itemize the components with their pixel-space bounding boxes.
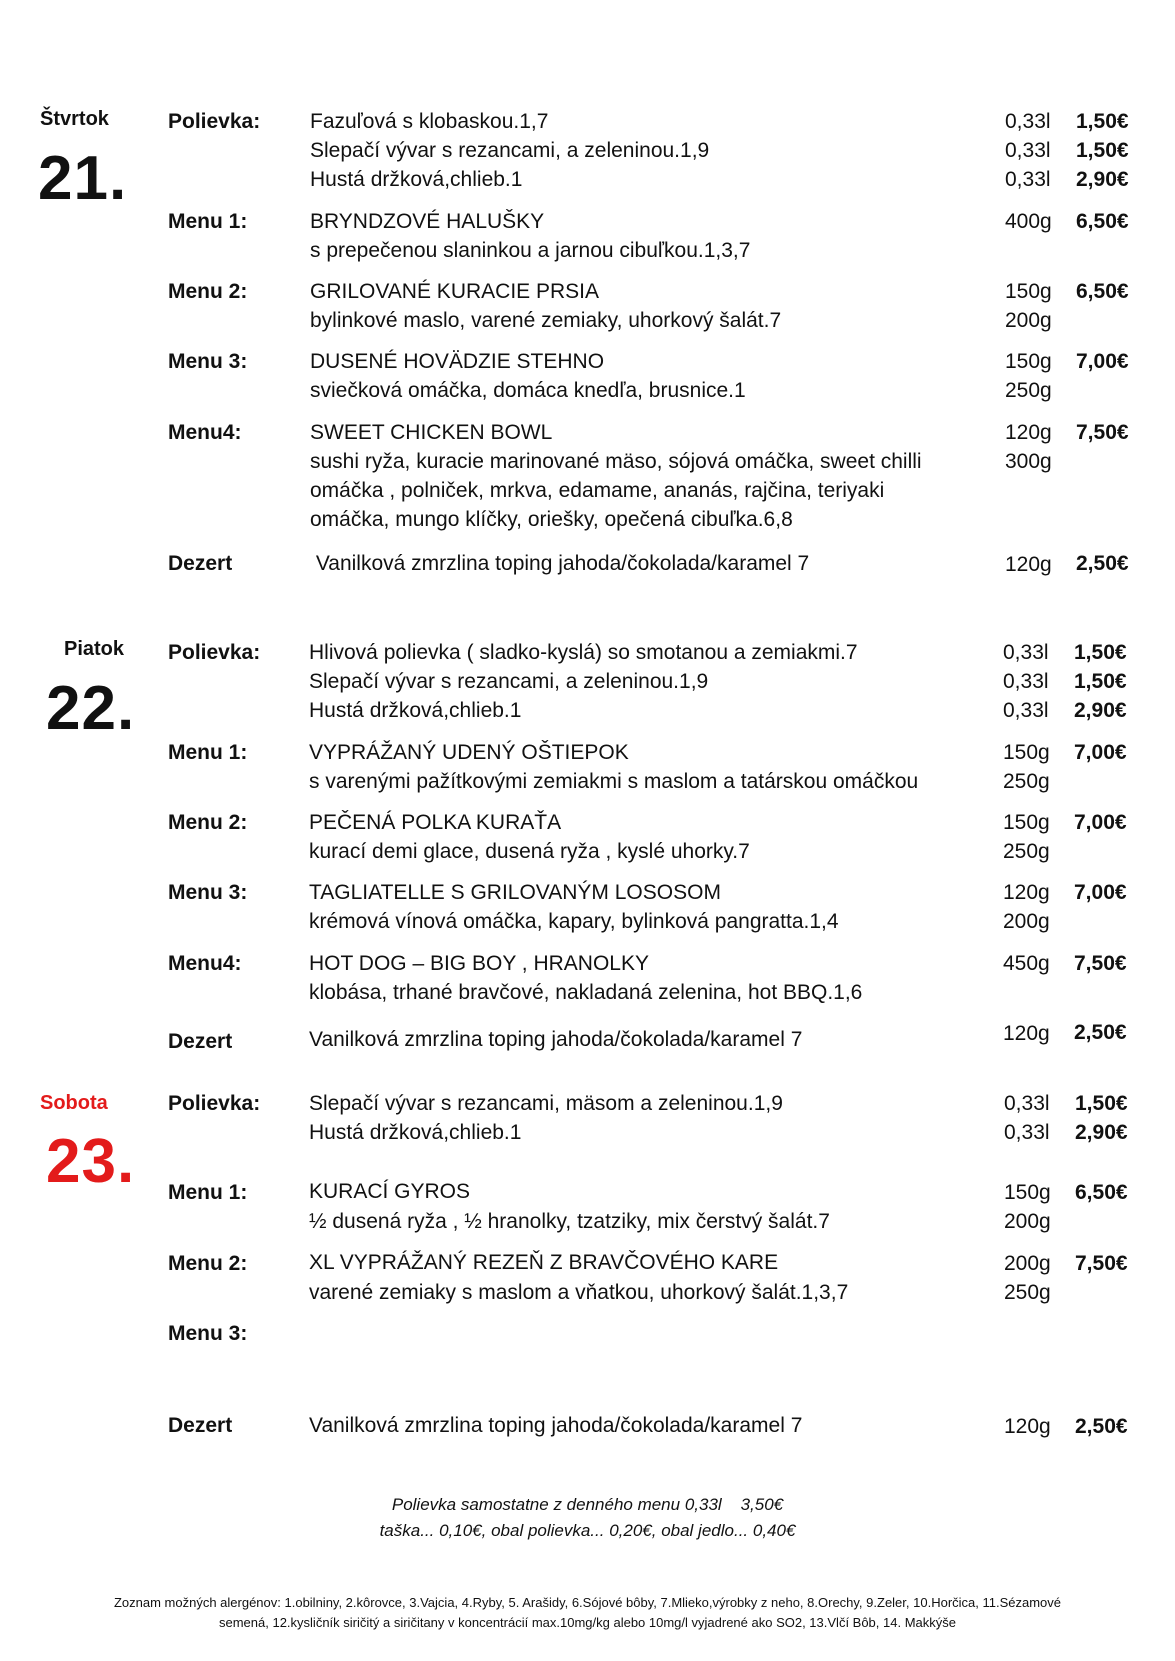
dessert-price: 2,50€: [1076, 552, 1129, 575]
day-number: 23.: [46, 1127, 136, 1196]
packaging-note: taška... 0,10€, obal polievka... 0,20€, obal jedlo... 0,40€: [379, 1521, 796, 1540]
menu-qty: 200g: [1003, 910, 1050, 933]
menu-price: 6,50€: [1076, 280, 1129, 303]
menu-title: VYPRÁŽANÝ UDENÝ OŠTIEPOK: [309, 741, 629, 764]
menu-title: DUSENÉ HOVÄDZIE STEHNO: [310, 350, 605, 373]
soup-price: 1,50€: [1076, 110, 1129, 133]
menu-qty: 200g: [1005, 309, 1052, 332]
dessert-qty: 120g: [1003, 1022, 1050, 1045]
dessert-price: 2,50€: [1075, 1415, 1128, 1438]
menu-desc: krémová vínová omáčka, kapary, bylinková pangratta.1,4: [309, 910, 839, 933]
menu-price: 7,50€: [1076, 421, 1129, 444]
menu-desc: ½ dusená ryža , ½ hranolky, tzatziky, mix čerstvý šalát.7: [309, 1210, 830, 1233]
soup-name: Slepačí vývar s rezancami, mäsom a zeleninou.1,9: [309, 1092, 783, 1115]
soup-standalone-note: Polievka samostatne z denného menu 0,33l 3,50€: [391, 1495, 784, 1514]
allergens-line: semená, 12.kysličník siričitý a siričitany v koncentrácií max.10mg/kg alebo 10mg/l vyjadrené ako SO2, 13.Vlčí Bôb, 14. Makkýše: [219, 1615, 956, 1630]
dessert-label: Dezert: [168, 1030, 233, 1053]
soup-price: 2,90€: [1075, 1121, 1128, 1144]
menu-qty: 150g: [1003, 811, 1050, 834]
menu-price: 6,50€: [1075, 1181, 1128, 1204]
menu-qty: 300g: [1005, 450, 1052, 473]
menu-qty: 250g: [1003, 770, 1050, 793]
soup-qty: 0,33l: [1003, 670, 1049, 693]
soup-name: Fazuľová s klobaskou.1,7: [310, 110, 549, 133]
menu-qty: 200g: [1004, 1210, 1051, 1233]
menu-desc: bylinkové maslo, varené zemiaky, uhorkový šalát.7: [310, 309, 782, 332]
menu-desc: omáčka , polniček, mrkva, edamame, ananás, rajčina, teriyaki: [310, 479, 885, 502]
menu-qty: 200g: [1004, 1252, 1051, 1275]
dessert-label: Dezert: [168, 552, 233, 575]
menu-desc: s varenými pažítkovými zemiakmi s maslom a tatárskou omáčkou: [309, 770, 919, 793]
dessert-label: Dezert: [168, 1414, 233, 1437]
menu-title: KURACÍ GYROS: [309, 1180, 471, 1203]
soup-name: Hustá držková,chlieb.1: [309, 1121, 522, 1144]
soup-qty: 0,33l: [1003, 641, 1049, 664]
day-number: 22.: [46, 674, 136, 743]
menu-qty: 150g: [1004, 1181, 1051, 1204]
menu-qty: 150g: [1005, 280, 1052, 303]
soup-price: 1,50€: [1074, 670, 1127, 693]
menu-qty: 450g: [1003, 952, 1050, 975]
menu-price: 7,00€: [1074, 811, 1127, 834]
menu-desc: sviečková omáčka, domáca knedľa, brusnice.1: [310, 379, 746, 402]
menu-qty: 250g: [1003, 840, 1050, 863]
soup-qty: 0,33l: [1004, 1121, 1050, 1144]
menu-label: Menu4:: [168, 952, 242, 975]
menu-qty: 120g: [1005, 421, 1052, 444]
soup-price: 2,90€: [1074, 699, 1127, 722]
menu-label: Menu 3:: [168, 1322, 248, 1345]
dessert-price: 2,50€: [1074, 1021, 1127, 1044]
soup-label: Polievka:: [168, 110, 261, 133]
menu-title: GRILOVANÉ KURACIE PRSIA: [310, 280, 600, 303]
menu-price: 6,50€: [1076, 210, 1129, 233]
soup-label: Polievka:: [168, 1092, 261, 1115]
menu-desc: s prepečenou slaninkou a jarnou cibuľkou.1,3,7: [310, 239, 751, 262]
day-name: Sobota: [40, 1092, 108, 1114]
day-number: 21.: [38, 144, 128, 213]
menu-desc: kurací demi glace, dusená ryža , kyslé uhorky.7: [309, 840, 750, 863]
menu-label: Menu 1:: [168, 741, 248, 764]
menu-label: Menu 2:: [168, 280, 248, 303]
menu-price: 7,00€: [1076, 350, 1129, 373]
dessert-name: Vanilková zmrzlina toping jahoda/čokolada/karamel 7: [309, 1028, 803, 1051]
menu-title: BRYNDZOVÉ HALUŠKY: [310, 210, 545, 233]
soup-qty: 0,33l: [1005, 168, 1051, 191]
soup-label: Polievka:: [168, 641, 261, 664]
soup-qty: 0,33l: [1003, 699, 1049, 722]
soup-price: 1,50€: [1076, 139, 1129, 162]
menu-qty: 120g: [1003, 881, 1050, 904]
menu-qty: 400g: [1005, 210, 1052, 233]
dessert-qty: 120g: [1004, 1415, 1051, 1438]
menu-qty: 250g: [1004, 1281, 1051, 1304]
soup-name: Hlivová polievka ( sladko-kyslá) so smotanou a zemiakmi.7: [309, 641, 858, 664]
allergens-line: Zoznam možných alergénov: 1.obilniny, 2.kôrovce, 3.Vajcia, 4.Ryby, 5. Arašidy, 6.Sójové bôby, 7.Mlieko,výrobky z neho, 8.Orechy, 9.Zeler, 10.Horčica, 11.Sézamové: [113, 1595, 1062, 1610]
menu-price: 7,00€: [1074, 881, 1127, 904]
menu-title: PEČENÁ POLKA KURAŤA: [309, 811, 562, 834]
soup-price: 2,90€: [1076, 168, 1129, 191]
day-name: Piatok: [64, 638, 125, 660]
day-name: Štvrtok: [40, 108, 109, 130]
menu-title: HOT DOG – BIG BOY , HRANOLKY: [309, 952, 649, 975]
allergens-list: [30, 1593, 1145, 1633]
menu-label: Menu 3:: [168, 350, 248, 373]
menu-qty: 150g: [1003, 741, 1050, 764]
menu-price: 7,50€: [1074, 952, 1127, 975]
menu-label: Menu4:: [168, 421, 242, 444]
menu-qty: 250g: [1005, 379, 1052, 402]
dessert-name: Vanilková zmrzlina toping jahoda/čokolada/karamel 7: [310, 552, 810, 575]
menu-label: Menu 1:: [168, 210, 248, 233]
menu-title: TAGLIATELLE S GRILOVANÝM LOSOSOM: [309, 881, 721, 904]
soup-price: 1,50€: [1074, 641, 1127, 664]
menu-title: XL VYPRÁŽANÝ REZEŇ Z BRAVČOVÉHO KARE: [309, 1251, 779, 1274]
menu-price: 7,50€: [1075, 1252, 1128, 1275]
soup-name: Slepačí vývar s rezancami, a zeleninou.1,9: [310, 139, 710, 162]
menu-qty: 150g: [1005, 350, 1052, 373]
menu-desc: klobása, trhané bravčové, nakladaná zelenina, hot BBQ.1,6: [309, 981, 863, 1004]
menu-price: 7,00€: [1074, 741, 1127, 764]
soup-name: Slepačí vývar s rezancami, a zeleninou.1,9: [309, 670, 709, 693]
menu-desc: omáčka, mungo klíčky, oriešky, opečená cibuľka.6,8: [310, 508, 793, 531]
menu-label: Menu 3:: [168, 881, 248, 904]
menu-label: Menu 1:: [168, 1181, 248, 1204]
dessert-qty: 120g: [1005, 553, 1052, 576]
menu-desc: sushi ryža, kuracie marinované mäso, sójová omáčka, sweet chilli: [310, 450, 922, 473]
soup-qty: 0,33l: [1005, 110, 1051, 133]
dessert-name: Vanilková zmrzlina toping jahoda/čokolada/karamel 7: [309, 1414, 803, 1437]
soup-qty: 0,33l: [1005, 139, 1051, 162]
menu-label: Menu 2:: [168, 1252, 248, 1275]
menu-desc: varené zemiaky s maslom a vňatkou, uhorkový šalát.1,3,7: [309, 1281, 849, 1304]
soup-name: Hustá držková,chlieb.1: [309, 699, 522, 722]
menu-title: SWEET CHICKEN BOWL: [310, 421, 553, 444]
menu-label: Menu 2:: [168, 811, 248, 834]
soup-price: 1,50€: [1075, 1092, 1128, 1115]
soup-name: Hustá držková,chlieb.1: [310, 168, 523, 191]
soup-qty: 0,33l: [1004, 1092, 1050, 1115]
